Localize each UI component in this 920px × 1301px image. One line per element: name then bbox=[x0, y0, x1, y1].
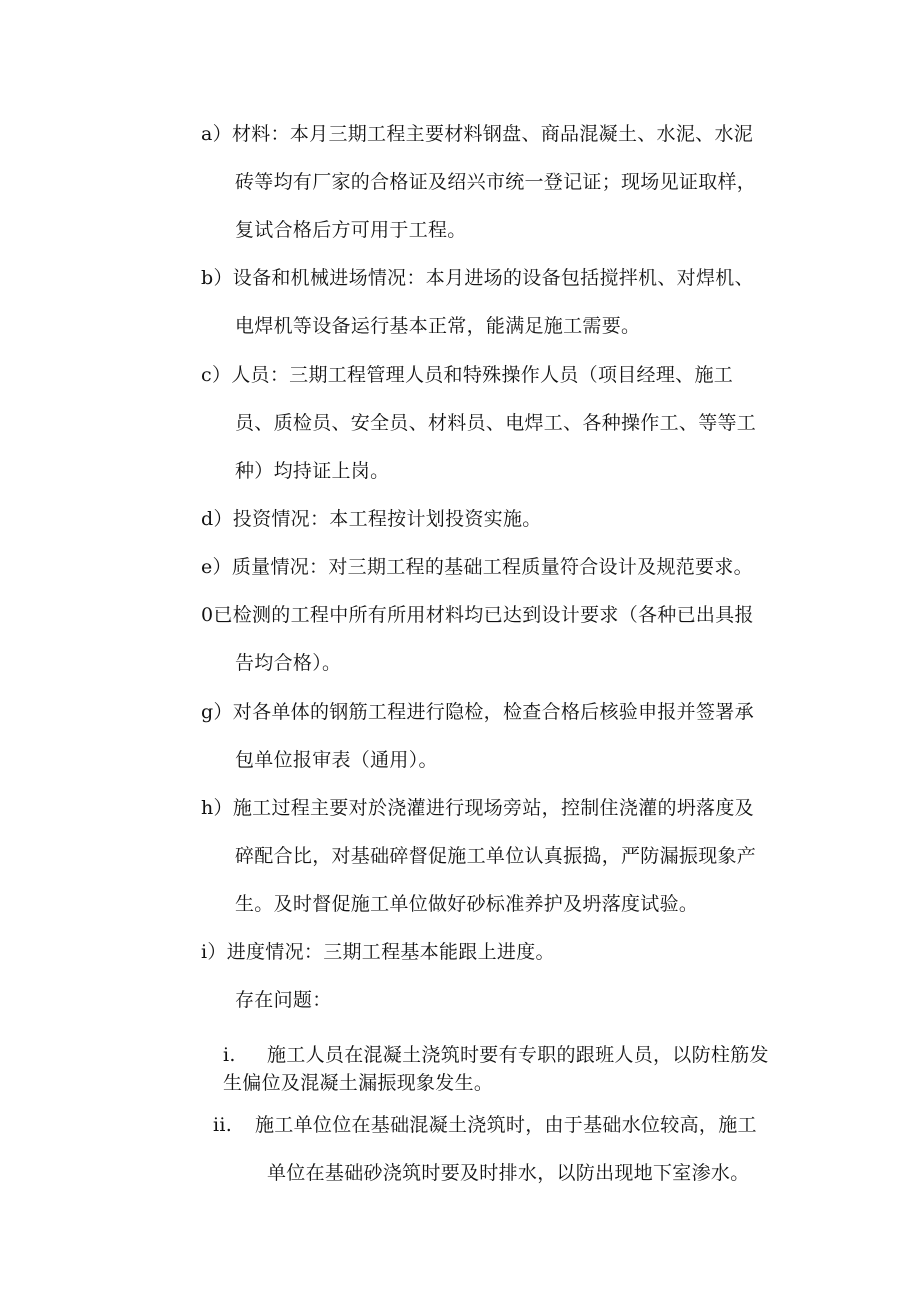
item-f-line-1 bbox=[201, 603, 754, 627]
item-text: 人员：三期工程管理人员和特殊操作人员（项目经理、施工 bbox=[231, 364, 734, 386]
item-marker: d） bbox=[201, 508, 233, 530]
problem-2-line-2: 单位在基础砂浇筑时要及时排水，以防出现地下室渗水。 bbox=[267, 1162, 750, 1184]
item-marker: b） bbox=[201, 267, 233, 289]
problem-2-marker: ii. bbox=[213, 1114, 233, 1136]
item-text: 施工过程主要对於浇灌进行现场旁站，控制住浇灌的坍落度及 bbox=[232, 797, 754, 819]
item-marker: c） bbox=[201, 364, 232, 386]
item-d-line-1 bbox=[201, 507, 542, 531]
item-a-line-3: 复试合格后方可用于工程。 bbox=[235, 219, 467, 241]
item-g-line-1 bbox=[201, 700, 754, 724]
item-text: 材料：本月三期工程主要材料钢盘、商品混凝土、水泥、水泥 bbox=[231, 123, 754, 145]
item-b-line-1 bbox=[201, 266, 754, 290]
item-text: 投资情况：本工程按计划投资实施。 bbox=[232, 508, 542, 530]
item-marker: 0 bbox=[201, 604, 214, 626]
item-b-line-2: 电焊机等设备运行基本正常，能满足施工需要。 bbox=[235, 315, 641, 337]
item-a-line-2: 砖等均有厂家的合格证及绍兴市统一登记证；现场见证取样， bbox=[235, 171, 757, 193]
item-c-line-1 bbox=[201, 363, 733, 387]
item-i-line-1 bbox=[201, 940, 555, 964]
item-e-line-1 bbox=[201, 555, 753, 579]
item-g-line-2: 包单位报审表（通用）。 bbox=[235, 749, 438, 771]
item-h-line-3: 生。及时督促施工单位做好砂标准养护及坍落度试验。 bbox=[235, 893, 699, 915]
problem-1-line-2: 生偏位及混凝土漏振现象发生。 bbox=[223, 1072, 494, 1094]
item-h-line-2: 碎配合比，对基础碎督促施工单位认真振捣，严防漏振现象产 bbox=[235, 845, 757, 867]
problem-2-line-1: 施工单位位在基础混凝土浇筑时，由于基础水位较高，施工 bbox=[255, 1114, 757, 1136]
problem-1-line-1: 施工人员在混凝土浇筑时要有专职的跟班人员，以防柱筋发 bbox=[267, 1044, 769, 1066]
problem-1-marker: i. bbox=[223, 1044, 236, 1066]
item-marker: i） bbox=[201, 941, 227, 963]
item-marker: g） bbox=[201, 701, 233, 723]
item-text: 质量情况：对三期工程的基础工程质量符合设计及规范要求。 bbox=[231, 556, 753, 578]
item-marker: h） bbox=[201, 797, 233, 819]
problems-heading: 存在问题： bbox=[235, 989, 332, 1011]
item-h-line-1 bbox=[201, 796, 754, 820]
item-c-line-2: 员、质检员、安全员、材料员、电焊工、各种操作工、等等工 bbox=[235, 412, 757, 434]
item-text: 设备和机械进场情况：本月进场的设备包括搅拌机、对焊机、 bbox=[232, 267, 754, 289]
item-a-line-1 bbox=[201, 122, 753, 146]
item-marker: a） bbox=[201, 123, 232, 145]
item-c-line-3: 种）均持证上岗。 bbox=[235, 460, 390, 482]
item-text: 对各单体的钢筋工程进行隐检，检查合格后核验申报并签署承 bbox=[232, 701, 754, 723]
item-text: 进度情况：三期工程基本能跟上进度。 bbox=[226, 941, 555, 963]
item-f-line-2: 告均合格）。 bbox=[235, 652, 342, 674]
item-text: 已检测的工程中所有所用材料均已达到设计要求（各种已出具报 bbox=[213, 604, 754, 626]
item-marker: e） bbox=[201, 556, 232, 578]
